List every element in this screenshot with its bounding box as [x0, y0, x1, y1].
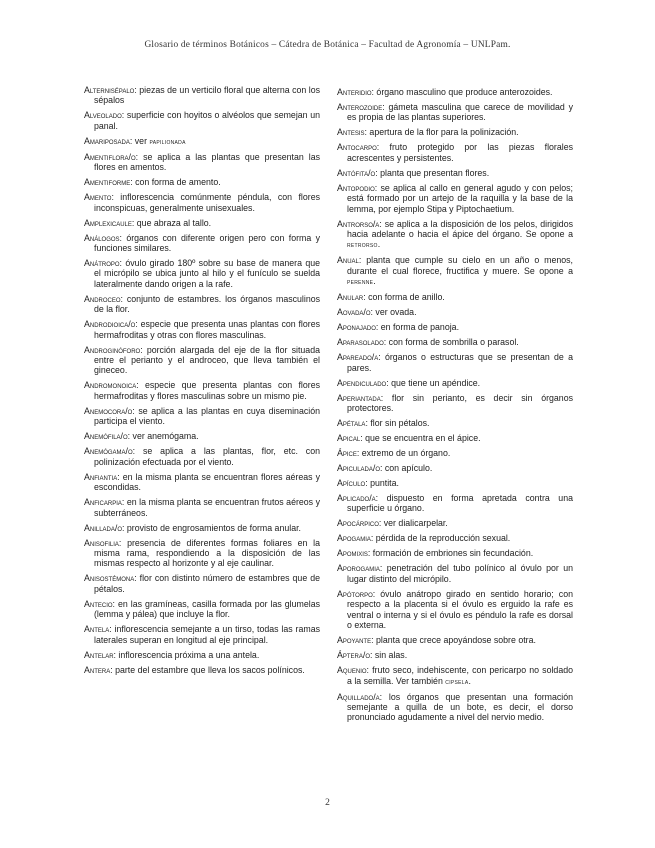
page-header: Glosario de términos Botánicos – Cátedra de Botánica – Facultad de Agronomía – UNLPam.: [144, 40, 511, 50]
glossary-column-left: [84, 85, 320, 680]
entry-definition: : órganos con diferente origen pero con forma y funciones similares.: [94, 232, 320, 254]
entry-term: Anular: [337, 292, 364, 303]
entry-term: Aparasolado: [337, 337, 384, 348]
glossary-entry: [337, 418, 573, 428]
glossary-entry: [337, 463, 573, 473]
entry-term: Anemófila/o: [84, 431, 128, 442]
entry-term: Androdioica/o: [84, 319, 136, 330]
entry-term: Antocarpo: [337, 142, 377, 153]
entry-definition: : extremo de un órgano.: [356, 448, 451, 459]
glossary-entry: [337, 589, 573, 631]
glossary-entry: [84, 136, 320, 147]
glossary-entry: [337, 255, 573, 287]
glossary-entry: [337, 307, 573, 317]
entry-term: Aperiantada: [337, 392, 381, 403]
entry-definition: : parte del estambre que lleva los sacos polínicos.: [110, 664, 305, 675]
entry-definition: : fruto protegido por las piezas florales acrescentes y persistentes.: [347, 142, 573, 163]
entry-term: Anual: [337, 255, 359, 266]
glossary-entry: [337, 692, 573, 723]
entry-term: Apículo: [337, 478, 366, 489]
entry-term: Antera: [84, 664, 111, 675]
entry-term: Anemocora/o: [84, 405, 133, 416]
glossary-entry: [84, 650, 320, 660]
entry-definition: : gámeta masculina que carece de movilidad y es propia de las plantas superiores.: [347, 102, 573, 123]
glossary-entry: [84, 218, 320, 228]
glossary-entry: [84, 523, 320, 533]
entry-term: Apomixis: [337, 548, 368, 559]
glossary-entry: [337, 548, 573, 558]
entry-cross-reference: perenne: [347, 277, 374, 287]
entry-definition: : se aplica a las plantas en cuya diseminación participa el viento.: [94, 405, 320, 427]
entry-definition: : órganos o estructuras que se presentan de a pares.: [347, 352, 573, 373]
entry-definition: : planta que cumple su cielo en un año o menos, durante el cual florece, fructifica y muere. Se opone a: [347, 255, 573, 276]
glossary-entry: [337, 219, 573, 251]
entry-term: Antrorso/a: [337, 218, 380, 229]
glossary-entry: [84, 624, 320, 645]
entry-definition: : flor sin perianto, es decir sin órganos protectores.: [347, 392, 573, 414]
entry-term: Apoyante: [337, 635, 372, 646]
entry-definition: : conjunto de estambres. los órganos masculinos de la flor.: [94, 293, 320, 315]
entry-term: Apiculada/o: [337, 463, 380, 474]
glossary-entry: [84, 110, 320, 131]
glossary-entry: [337, 563, 573, 584]
entry-term: Amplexicaule: [84, 217, 132, 228]
entry-definition: : ver anemógama.: [127, 431, 199, 442]
entry-cross-reference: retrorso: [347, 240, 378, 250]
entry-definition: : los órganos que presentan una formación semejante a quilla de un bote, es decir, el dorso pronunciado agudamente a nivel del nervio medio.: [347, 691, 573, 723]
entry-definition: : óvulo girado 180º sobre su base de manera que el micrópilo se ubica junto al hilo y el funículo se suelda lateralmente dando origen a la rafe.: [94, 258, 320, 289]
entry-definition: : dispuesto en forma apretada contra una superficie u órgano.: [347, 493, 573, 514]
entry-term: Apétala: [337, 418, 366, 429]
entry-definition: : planta que presentan flores.: [375, 167, 490, 178]
entry-definition: : inflorescencia próxima a una antela.: [113, 649, 260, 660]
entry-definition: : que abraza al tallo.: [131, 217, 212, 228]
glossary-column-right: [337, 87, 573, 727]
entry-definition: : flor sin pétalos.: [365, 418, 430, 429]
glossary-entry: [337, 102, 573, 123]
entry-definition: : se aplica a las plantas, flor, etc. con polinización efectuada por el viento.: [94, 446, 320, 467]
entry-definition: : con forma de amento.: [130, 177, 221, 188]
entry-term: Alternisépalo: [84, 85, 135, 95]
entry-definition: : con forma de sombrilla o parasol.: [383, 337, 519, 348]
entry-term: Aporogamia: [337, 563, 380, 574]
glossary-entry: [337, 518, 573, 528]
entry-term: Androginóforo: [84, 344, 141, 355]
entry-definition: : con forma de anillo.: [363, 292, 445, 303]
entry-term: Aquillado/a: [337, 691, 380, 702]
glossary-entry: [337, 87, 573, 97]
entry-term: Aquenio: [337, 665, 367, 676]
glossary-entry: [84, 497, 320, 518]
glossary-entry: [337, 448, 573, 458]
glossary-entry: [84, 345, 320, 376]
glossary-entry: [337, 337, 573, 347]
glossary-entry: [337, 142, 573, 163]
entry-definition: : formación de embriones sin fecundación.: [367, 548, 534, 559]
entry-term: Amentiflora/o: [84, 151, 136, 162]
entry-definition: : en forma de panoja.: [375, 322, 460, 333]
entry-term: Análogos: [84, 232, 120, 243]
entry-term: Antófita/o: [337, 167, 376, 178]
entry-definition: : presencia de diferentes formas foliares en la misma rama, respondiendo a la disposición de las mismas respecto al horizonte y al eje caulinar.: [94, 537, 320, 569]
entry-term: Aplicado/a: [337, 493, 376, 504]
glossary-entry: [337, 635, 573, 645]
entry-definition: : ver dialicarpelar.: [378, 518, 448, 529]
glossary-entry: [84, 233, 320, 254]
glossary-entry: [337, 352, 573, 373]
entry-term: Ápice: [337, 448, 357, 459]
glossary-entry: [84, 446, 320, 467]
entry-definition: : flor con distinto número de estambres que de pétalos.: [94, 573, 320, 594]
glossary-entry: [84, 665, 320, 675]
entry-definition: : piezas de un verticilo floral que alterna con los sépalos: [94, 85, 320, 106]
entry-term: Apótorpo: [337, 588, 373, 599]
entry-definition: : inflorescencia comúnmente péndula, con flores inconspicuas, generalmente unisexuales.: [94, 192, 320, 213]
glossary-entry: [84, 472, 320, 493]
entry-definition: : órgano masculino que produce anterozoides.: [371, 87, 553, 97]
entry-term: Amariposada: [84, 135, 130, 146]
entry-definition: : fruto seco, indehiscente, con pericarpo no soldado a la semilla. Ver también: [347, 665, 573, 686]
entry-definition: : sin alas.: [369, 650, 408, 661]
glossary-entry: [337, 433, 573, 443]
entry-term: Apareado/a: [337, 352, 379, 363]
entry-term: Anátropo: [84, 258, 120, 269]
glossary-entry: [84, 599, 320, 620]
entry-term: Antecio: [84, 598, 113, 609]
glossary-entry: [337, 168, 573, 178]
entry-definition: : en las gramíneas, casilla formada por las glumelas (lemma y pálea) que incluye la flor.: [94, 598, 320, 620]
entry-term: Anfiantia: [84, 471, 118, 482]
entry-term: Apogamia: [337, 533, 371, 544]
glossary-entry: [337, 292, 573, 302]
entry-term: Apocárpico: [337, 518, 379, 529]
entry-term: Anficarpia: [84, 497, 122, 508]
entry-term: Anteridio: [337, 87, 372, 97]
entry-tail: .: [377, 239, 381, 250]
entry-definition: : se aplica al callo en general agudo y con pelos; está formado por un artejo de la raquilla y la base de la lemma, por ejemplo Stipa y Piptochaetium.: [347, 182, 573, 214]
entry-definition: : planta que crece apoyándose sobre otra.: [371, 635, 536, 646]
entry-term: Anisostémona: [84, 573, 135, 584]
glossary-entry: [84, 380, 320, 401]
entry-term: Aovada/o: [337, 307, 371, 318]
glossary-entry: [337, 665, 573, 687]
glossary-entry: [337, 650, 573, 660]
glossary-entry: [84, 177, 320, 187]
entry-definition: : ver ovada.: [370, 307, 417, 318]
entry-definition: : se aplica a las plantas que presentan las flores en amentos.: [94, 151, 320, 173]
glossary-entry: [84, 294, 320, 315]
glossary-entry: [84, 319, 320, 340]
entry-definition: : con apículo.: [380, 463, 433, 474]
glossary-entry: [337, 127, 573, 137]
glossary-entry: [337, 393, 573, 414]
entry-definition: : ver: [129, 135, 150, 146]
glossary-entry: [337, 493, 573, 514]
entry-definition: : se aplica a la disposición de los pelos, dirigidos hacia adelante o hacia el ápice del órgano. Se opone a: [347, 218, 573, 240]
entry-definition: : que se encuentra en el ápice.: [360, 433, 481, 444]
entry-term: Anterozoide: [337, 102, 383, 112]
entry-term: Antela: [84, 624, 110, 635]
entry-term: Anemógama/o: [84, 446, 133, 457]
entry-definition: : puntita.: [365, 478, 399, 489]
entry-term: Antelar: [84, 649, 114, 660]
entry-definition: : pérdida de la reproducción sexual.: [370, 533, 511, 544]
entry-term: Apendiculado: [337, 377, 387, 388]
glossary-entry: [337, 533, 573, 543]
entry-term: Áptera/o: [337, 650, 370, 661]
glossary-entry: [84, 431, 320, 441]
glossary-entry: [84, 192, 320, 213]
entry-definition: : en la misma planta se encuentran frutos aéreos y subterráneos.: [94, 497, 320, 518]
entry-definition: : que tiene un apéndice.: [386, 377, 481, 388]
entry-definition: : superficie con hoyitos o alvéolos que semejan un panal.: [94, 110, 320, 131]
glossary-entry: [84, 152, 320, 173]
entry-definition: : apertura de la flor para la polinización.: [364, 127, 519, 138]
entry-term: Antopodio: [337, 182, 375, 193]
glossary-entry: [337, 478, 573, 488]
glossary-entry: [84, 406, 320, 427]
entry-term: Androceo: [84, 293, 121, 304]
entry-term: Andromonoica: [84, 380, 137, 391]
entry-definition: : porción alargada del eje de la flor situada entre el perianto y el androceo, que lleva también el gineceo.: [94, 344, 320, 376]
glossary-entry: [337, 183, 573, 214]
entry-definition: : penetración del tubo polínico al óvulo por un lugar distinto del micrópilo.: [347, 563, 573, 584]
entry-tail: .: [468, 675, 471, 686]
entry-definition: : óvulo anátropo girado en sentido horario; con respecto a la placenta si el óvulo es erguido la rafe es ventral o interna y si el óvulo es péndulo la rafe es dorsal o externa.: [347, 588, 573, 631]
glossary-entry: [84, 85, 320, 106]
entry-term: Anisofilia: [84, 537, 119, 548]
entry-term: Anillada/o: [84, 522, 122, 533]
entry-term: Amentiforme: [84, 177, 131, 188]
entry-definition: : especie que presenta unas plantas con flores hermafroditas y otras con flores masculinas.: [94, 319, 320, 340]
entry-cross-reference: cipsela: [445, 676, 469, 686]
entry-definition: : provisto de engrosamientos de forma anular.: [122, 522, 301, 533]
glossary-entry: [337, 378, 573, 388]
entry-term: Alveolado: [84, 110, 122, 121]
page-number: 2: [325, 798, 330, 808]
entry-term: Antesis: [337, 127, 365, 138]
glossary-entry: [84, 258, 320, 289]
entry-term: Aponajado: [337, 322, 376, 333]
entry-definition: : especie que presenta plantas con flores hermafroditas y flores masculinas sobre un mismo pie.: [94, 380, 320, 401]
glossary-entry: [337, 322, 573, 332]
entry-tail: .: [373, 276, 376, 287]
entry-term: Amento: [84, 192, 112, 203]
glossary-entry: [84, 573, 320, 594]
entry-definition: : en la misma planta se encuentran flores aéreas y escondidas.: [94, 471, 320, 493]
entry-definition: : inflorescencia semejante a un tirso, todas las ramas laterales superan en longitud al eje principal.: [94, 624, 320, 645]
entry-term: Apical: [337, 433, 361, 444]
entry-cross-reference: papilionada: [149, 136, 186, 146]
glossary-entry: [84, 538, 320, 569]
